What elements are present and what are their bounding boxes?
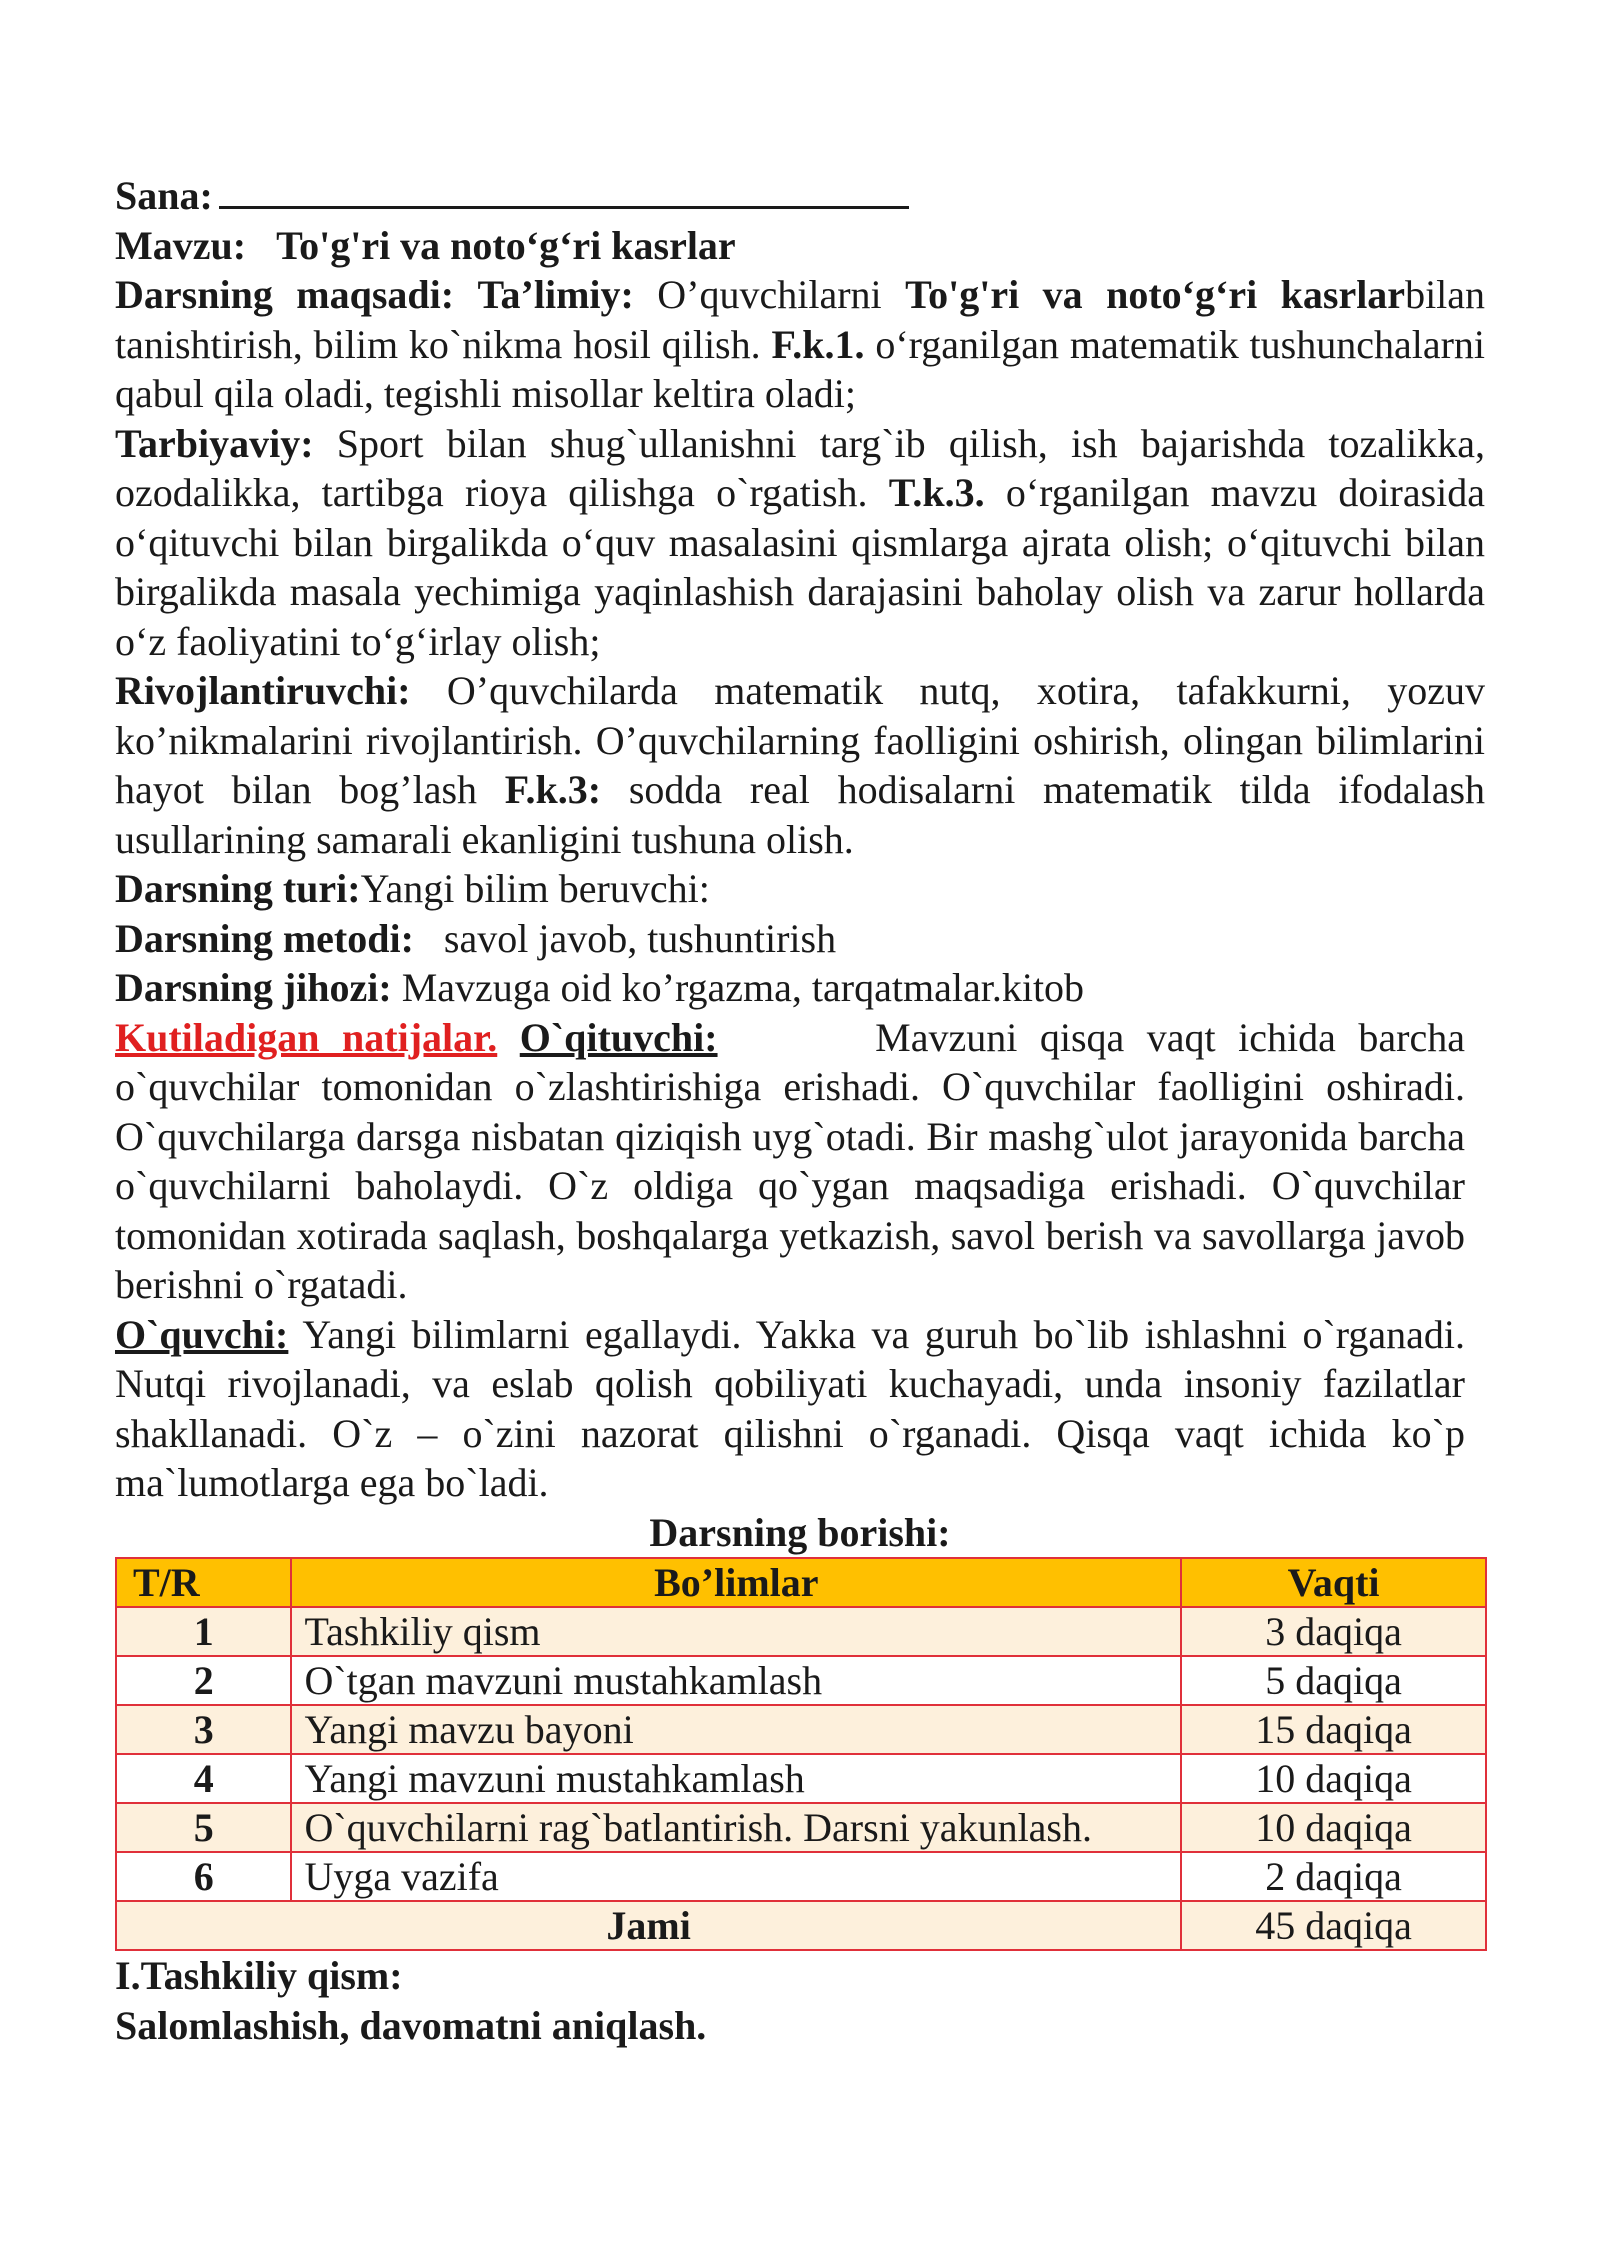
tashkiliy-text-value: Salomlashish, davomatni aniqlash. [115, 2002, 707, 2048]
maqsad-label: Darsning maqsadi: [115, 272, 455, 317]
table-row [116, 1852, 1486, 1901]
oquvchi-label: O`quvchi: [115, 1311, 289, 1357]
tk3-label: T.k.3. [888, 470, 985, 515]
total-value: 45 daqiqa [1181, 1901, 1486, 1950]
row-number: 4 [116, 1754, 291, 1803]
tk3-text: o‘rganilgan mavzu doirasida o‘qituvchi bilan birgalikda o‘quv masalasini qismlarga ajrata olish; o‘qituvchi bilan birgalikda masala yechimiga yaqinlashish darajasini baholay olish va zarur hollarda o‘z faoliyatini to‘g‘irlay olish; [115, 470, 1486, 664]
row-section: Yangi mavzu bayoni [291, 1705, 1181, 1754]
tarbiyaviy-text: Sport bilan shug`ullanishni targ`ib qilish, ish bajarishda tozalikka, ozodalikka, tartibga rioya qilishga o`rgatish. [115, 420, 1486, 515]
col-header-vaqti: Vaqti [1181, 1558, 1486, 1607]
jihozi-value: Mavzuga oid ko’rgazma, tarqatmalar.kitob [401, 965, 1085, 1010]
row-time: 10 daqiqa [1181, 1803, 1486, 1852]
row-time: 2 daqiqa [1181, 1852, 1486, 1901]
col-header-bolimlar: Bo’limlar [291, 1558, 1181, 1607]
row-time: 15 daqiqa [1181, 1705, 1486, 1754]
jihozi-line [115, 963, 1485, 1013]
tashkiliy-heading-text: I.Tashkiliy qism: [115, 1953, 403, 1998]
col-header-tr: T/R [116, 1558, 291, 1607]
row-section: Yangi mavzuni mustahkamlash [291, 1754, 1181, 1803]
talimiy-text1: O’quvchilarni [657, 272, 882, 317]
lesson-plan-table [115, 1557, 1487, 1951]
maqsad-paragraph [115, 270, 1485, 419]
turi-label: Darsning turi: [115, 866, 361, 911]
table-header-row [116, 1558, 1486, 1607]
tarbiyaviy-paragraph [115, 419, 1485, 667]
oquvchi-text: Yangi bilimlarni egallaydi. Yakka va guruh bo`lib ishlashni o`rganadi. Nutqi rivojlanadi, va eslab qolish qobiliyati kuchayadi, unda insoniy fazilatlar shakllanadi. O`z – o`zini nazorat qilishni o`rganadi. Qisqa vaqt ichida ko`p ma`lumotlarga ega bo`ladi. [115, 1311, 1465, 1505]
fk3-label: F.k.3: [504, 767, 602, 812]
sana-blank [219, 170, 909, 209]
rivoj-paragraph [115, 666, 1485, 864]
oqituvchi-label: O`qituvchi: [519, 1014, 718, 1060]
oquvchi-paragraph [115, 1310, 1465, 1508]
mavzu-line [115, 221, 1485, 271]
oqituvchi-paragraph [115, 1013, 1465, 1310]
table-row [116, 1705, 1486, 1754]
talimiy-bold: To'g'ri va noto‘g‘ri kasrlar [905, 272, 1406, 317]
turi-line [115, 864, 1485, 914]
document-page [115, 170, 1485, 2050]
tashkiliy-text [115, 2001, 1485, 2051]
row-time: 10 daqiqa [1181, 1754, 1486, 1803]
fk1-text: o‘rganilgan matematik tushunchalarni qabul qila oladi, tegishli misollar keltira oladi; [115, 321, 1486, 416]
row-number: 5 [116, 1803, 291, 1852]
natijalar-label: Kutiladigan natijalar. [115, 1014, 498, 1060]
row-section: Tashkiliy qism [291, 1607, 1181, 1656]
row-number: 2 [116, 1656, 291, 1705]
rivoj-text: O’quvchilarda matematik nutq, xotira, tafakkurni, yozuv ko’nikmalarini rivojlantirish. O’quvchilarning faolligini oshirish, olingan bilimlarini hayot bilan bog’lash [115, 668, 1485, 812]
table-row [116, 1607, 1486, 1656]
metodi-line [115, 914, 1485, 964]
jihozi-label: Darsning jihozi: [115, 965, 392, 1010]
row-number: 3 [116, 1705, 291, 1754]
row-number: 6 [116, 1852, 291, 1901]
row-time: 5 daqiqa [1181, 1656, 1486, 1705]
row-section: Uyga vazifa [291, 1852, 1181, 1901]
table-row [116, 1803, 1486, 1852]
row-section: O`quvchilarni rag`batlantirish. Darsni yakunlash. [291, 1803, 1181, 1852]
fk3-text: sodda real hodisalarni matematik tilda ifodalash usullarining samarali ekanligini tushuna olish. [115, 767, 1486, 862]
oqituvchi-text: Mavzuni qisqa vaqt ichida barcha o`quvchilar tomonidan o`zlashtirishiga erishadi. O`quvchilar faolligini oshiradi. O`quvchilarga darsga nisbatan qiziqish uyg`otadi. Bir mashg`ulot jarayonida barcha o`quvchilarni baholaydi. O`z oldiga qo`ygan maqsadiga erishadi. O`quvchilar tomonidan xotirada saqlash, boshqalarga yetkazish, savol berish va savollarga javob berishni o`rgatadi. [115, 1014, 1465, 1307]
turi-value: Yangi bilim beruvchi: [360, 866, 710, 911]
talimiy-text2: bilan tanishtirish, bilim ko`nikma hosil qilish. [115, 272, 1486, 367]
row-time: 3 daqiqa [1181, 1607, 1486, 1656]
sana-line [115, 170, 1485, 221]
table-total-row [116, 1901, 1486, 1950]
table-row [116, 1656, 1486, 1705]
tashkiliy-heading [115, 1951, 1485, 2001]
sana-label: Sana: [115, 173, 213, 218]
total-label: Jami [116, 1901, 1181, 1950]
fk1-label: F.k.1. [771, 321, 865, 367]
borishi-title-text: Darsning borishi: [649, 1509, 951, 1555]
row-section: O`tgan mavzuni mustahkamlash [291, 1656, 1181, 1705]
rivoj-label: Rivojlantiruvchi: [115, 668, 411, 713]
table-row [116, 1754, 1486, 1803]
mavzu-value: To'g'ri va noto‘g‘ri kasrlar [276, 222, 736, 268]
talimiy-label: Ta’limiy: [477, 272, 634, 317]
row-number: 1 [116, 1607, 291, 1656]
borishi-title [115, 1508, 1485, 1558]
metodi-value: savol javob, tushuntirish [443, 915, 837, 961]
tarbiyaviy-label: Tarbiyaviy: [115, 420, 314, 466]
mavzu-label: Mavzu: [115, 222, 247, 268]
metodi-label: Darsning metodi: [115, 915, 414, 961]
